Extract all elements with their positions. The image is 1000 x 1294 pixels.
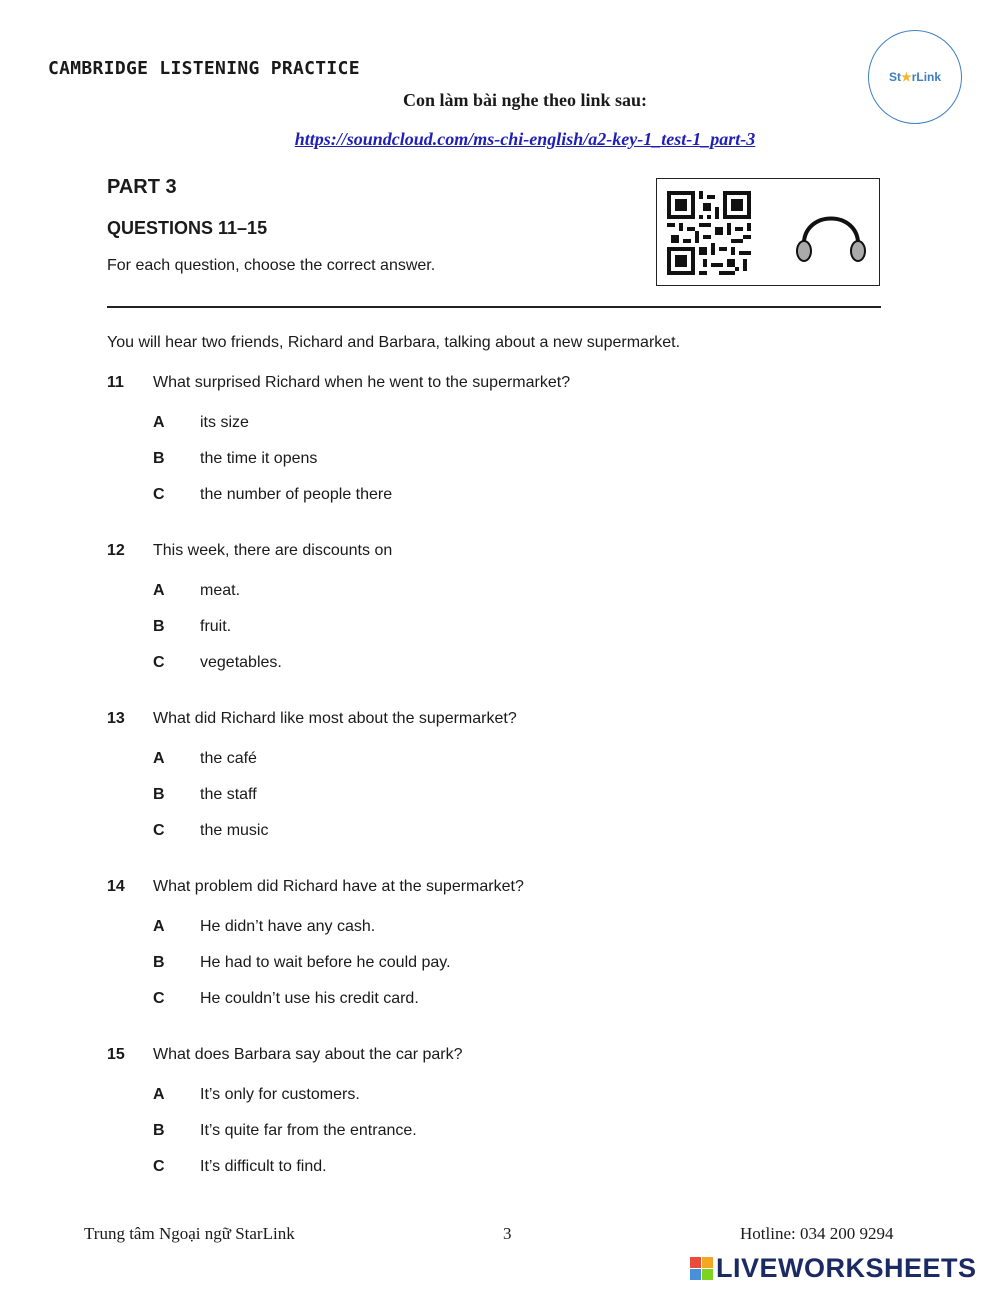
option-letter[interactable]: A	[153, 414, 165, 431]
section-divider	[107, 306, 881, 308]
qr-code-icon[interactable]	[667, 191, 751, 275]
page-header-title: CAMBRIDGE LISTENING PRACTICE	[48, 58, 360, 79]
option-letter[interactable]: C	[153, 654, 165, 671]
option-text[interactable]: It’s only for customers.	[200, 1086, 360, 1103]
option-letter[interactable]: C	[153, 486, 165, 503]
option-letter[interactable]: A	[153, 750, 165, 767]
option-text[interactable]: He didn’t have any cash.	[200, 918, 376, 935]
option-text[interactable]: the number of people there	[200, 486, 393, 503]
listening-instruction: Con làm bài nghe theo link sau:	[402, 90, 648, 110]
option-text[interactable]: the staff	[200, 786, 257, 803]
question-number: 14	[107, 878, 125, 895]
question-text: This week, there are discounts on	[153, 542, 393, 559]
question-text: What surprised Richard when he went to the supermarket?	[153, 374, 571, 391]
option-text[interactable]: vegetables.	[200, 654, 282, 671]
option-text[interactable]: its size	[200, 414, 249, 431]
liveworksheets-brand-text: LIVEWORKSHEETS	[716, 1253, 977, 1283]
question-number: 15	[107, 1046, 125, 1063]
option-letter[interactable]: B	[153, 1122, 165, 1139]
audio-qr-box	[656, 178, 880, 286]
logo-text-end: rLink	[911, 70, 942, 84]
option-letter[interactable]: A	[153, 1086, 165, 1103]
footer-hotline: Hotline: 034 200 9294	[740, 1224, 894, 1243]
option-letter[interactable]: B	[153, 450, 165, 467]
option-text[interactable]: the time it opens	[200, 450, 318, 467]
question-text: What does Barbara say about the car park?	[153, 1046, 463, 1063]
listening-context: You will hear two friends, Richard and Barbara, talking about a new supermarket.	[107, 334, 681, 351]
liveworksheets-logo-icon	[690, 1257, 713, 1280]
logo-star-icon: ★	[900, 70, 912, 84]
option-text[interactable]: the music	[200, 822, 269, 839]
footer-page-number: 3	[503, 1224, 512, 1243]
logo-text-start: St	[888, 70, 901, 84]
option-text[interactable]: He couldn’t use his credit card.	[200, 990, 419, 1007]
question-text: What did Richard like most about the supermarket?	[153, 710, 517, 727]
option-text[interactable]: It’s difficult to find.	[200, 1158, 327, 1175]
question-number: 13	[107, 710, 125, 727]
question-number: 11	[107, 374, 124, 391]
liveworksheets-brand	[690, 1253, 977, 1284]
question-text: What problem did Richard have at the supermarket?	[153, 878, 524, 895]
option-letter[interactable]: B	[153, 786, 165, 803]
part-title: PART 3	[107, 176, 177, 198]
footer-center-name: Trung tâm Ngoại ngữ StarLink	[84, 1224, 295, 1243]
option-text[interactable]: He had to wait before he could pay.	[200, 954, 451, 971]
option-letter[interactable]: A	[153, 918, 165, 935]
questions-range: QUESTIONS 11–15	[107, 218, 268, 238]
option-letter[interactable]: B	[153, 618, 165, 635]
option-letter[interactable]: A	[153, 582, 165, 599]
option-text[interactable]: the café	[200, 750, 257, 767]
option-letter[interactable]: C	[153, 1158, 165, 1175]
option-text[interactable]: fruit.	[200, 618, 232, 635]
option-letter[interactable]: B	[153, 954, 165, 971]
headphones-icon	[791, 199, 871, 269]
part-instruction: For each question, choose the correct answer.	[107, 257, 436, 274]
question-number: 12	[107, 542, 125, 559]
option-text[interactable]: It’s quite far from the entrance.	[200, 1122, 417, 1139]
option-letter[interactable]: C	[153, 822, 165, 839]
option-letter[interactable]: C	[153, 990, 165, 1007]
option-text[interactable]: meat.	[200, 582, 241, 599]
soundcloud-link[interactable]: https://soundcloud.com/ms-chi-english/a2-key-1_test-1_part-3	[294, 129, 756, 149]
